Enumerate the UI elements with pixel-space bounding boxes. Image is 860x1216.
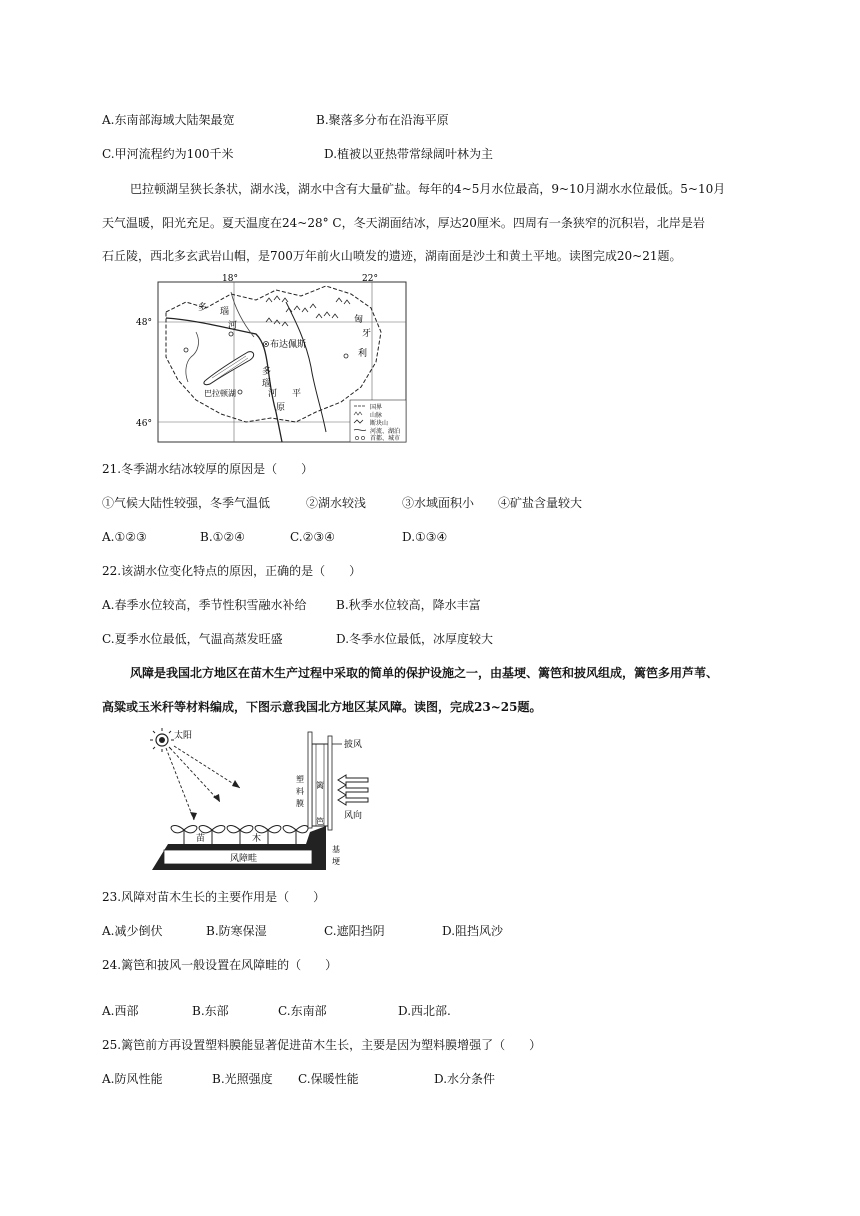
seedlings bbox=[171, 826, 308, 844]
q24-option-c: C.东南部 bbox=[278, 1004, 327, 1018]
passage2-line-2: 高粱或玉米秆等材料编成，下图示意我国北方地区某风障。读图，完成23~25题。 bbox=[102, 700, 542, 714]
lat-label-48: 48° bbox=[136, 318, 152, 328]
q22-option-a: A.春季水位较高，季节性积雪融水补给 bbox=[102, 598, 307, 612]
base-label-2: 埂 bbox=[332, 857, 340, 866]
q25-option-b: B.光照强度 bbox=[212, 1072, 273, 1086]
map-label-balaton: 巴拉顿湖 bbox=[204, 389, 236, 398]
hungary-map bbox=[136, 272, 412, 446]
q23-option-c: C.遮阳挡阴 bbox=[324, 924, 385, 938]
legend-mountain: 山脉 bbox=[370, 412, 383, 419]
q21-items: ①气候大陆性较强，冬季气温低 ②湖水较浅 ③水域面积小 ④矿盐含量较大 bbox=[102, 496, 583, 510]
map-label-budapest: 布达佩斯 bbox=[270, 340, 307, 350]
map-label: 瑙 bbox=[262, 379, 272, 389]
q20-option-c: C.甲河流程约为100千米 bbox=[102, 147, 234, 161]
q23-option-b: B.防寒保湿 bbox=[206, 924, 267, 938]
map-label: 多 bbox=[262, 367, 272, 377]
cape bbox=[328, 736, 332, 830]
sun-rays bbox=[166, 746, 240, 820]
legend-city: 首都、城市 bbox=[370, 435, 401, 442]
fence-label-2: 笆 bbox=[316, 817, 324, 826]
map-label: 瑙 bbox=[220, 307, 230, 317]
q21-option-b: B.①②④ bbox=[200, 530, 245, 544]
lon-label-22: 22° bbox=[362, 274, 378, 284]
q22-stem: 22.该湖水位变化特点的原因，正确的是（ ） bbox=[102, 564, 362, 578]
map-label: 原 bbox=[276, 403, 286, 413]
q24-option-d: D.西北部. bbox=[398, 1004, 451, 1018]
q24-option-b: B.东部 bbox=[192, 1004, 229, 1018]
legend-border: 国界 bbox=[370, 404, 383, 411]
q20-option-a: A.东南部海域大陆架最宽 bbox=[102, 113, 235, 127]
base-label-1: 基 bbox=[332, 845, 340, 854]
passage1-line-3: 石丘陵，西北多玄武岩山帽，是700万年前火山喷发的遗迹，湖南面是沙土和黄土平地。读图完成20~21题。 bbox=[102, 249, 682, 263]
q25-option-c: C.保暖性能 bbox=[298, 1072, 359, 1086]
fence-label-1: 篱 bbox=[316, 781, 324, 790]
map-label: 平 bbox=[292, 389, 302, 399]
passage1-line-1: 巴拉顿湖呈狭长条状，湖水浅，湖水中含有大量矿盐。每年的4~5月水位最高，9~10月湖水水位最低。5~10月 bbox=[130, 182, 726, 196]
passage1-line-2: 天气温暖，阳光充足。夏天温度在24~28° C，冬天湖面结冰，厚达20厘米。四周有一条狭窄的沉积岩，北岸是岩 bbox=[102, 216, 705, 230]
q23-option-a: A.减少倒伏 bbox=[102, 924, 163, 938]
q22-option-c: C.夏季水位最低，气温高蒸发旺盛 bbox=[102, 632, 283, 646]
wind-arrows bbox=[338, 775, 368, 805]
ridge-label: 风障畦 bbox=[230, 854, 258, 864]
q25-option-a: A.防风性能 bbox=[102, 1072, 163, 1086]
film-label-2: 料 bbox=[296, 787, 304, 796]
seedling-label-2: 木 bbox=[252, 834, 262, 844]
map-label: 牙 bbox=[362, 329, 372, 339]
q21-option-d: D.①③④ bbox=[402, 530, 448, 544]
q23-stem: 23.风障对苗木生长的主要作用是（ ） bbox=[102, 890, 326, 904]
q24-stem: 24.篱笆和披风一般设置在风障畦的（ ） bbox=[102, 958, 338, 972]
q21-option-c: C.②③④ bbox=[290, 530, 335, 544]
passage2-line-1: 风障是我国北方地区在苗木生产过程中采取的简单的保护设施之一，由基埂、篱笆和披风组成，篱笆多用芦苇、 bbox=[130, 666, 719, 680]
wind-label: 风向 bbox=[344, 811, 363, 821]
windbreak-diagram bbox=[146, 726, 384, 872]
q21-option-a: A.①②③ bbox=[102, 530, 147, 544]
q20-option-b: B.聚落多分布在沿海平原 bbox=[316, 113, 449, 127]
map-label: 河 bbox=[268, 389, 278, 399]
sun-label: 太阳 bbox=[174, 731, 193, 741]
plastic-film bbox=[308, 732, 312, 828]
map-label: 匈 bbox=[354, 315, 364, 325]
map-legend bbox=[350, 400, 406, 442]
lon-label-18: 18° bbox=[222, 274, 238, 284]
legend-fault: 断块山 bbox=[370, 420, 389, 427]
cape-label: 披风 bbox=[344, 740, 363, 750]
q24-option-a: A.西部 bbox=[102, 1004, 139, 1018]
film-label-1: 塑 bbox=[296, 775, 304, 784]
q25-option-d: D.水分条件 bbox=[434, 1072, 496, 1086]
lat-label-46: 46° bbox=[136, 419, 152, 429]
q25-stem: 25.篱笆前方再设置塑料膜能显著促进苗木生长，主要是因为塑料膜增强了（ ） bbox=[102, 1038, 542, 1052]
film-label-3: 膜 bbox=[296, 799, 304, 808]
q21-stem: 21.冬季湖水结冰较厚的原因是（ ） bbox=[102, 462, 314, 476]
q22-option-d: D.冬季水位最低，冰厚度较大 bbox=[336, 632, 494, 646]
map-label: 利 bbox=[358, 349, 368, 359]
q22-option-b: B.秋季水位较高，降水丰富 bbox=[336, 598, 481, 612]
map-label: 多 bbox=[198, 303, 208, 313]
q23-option-d: D.阻挡风沙 bbox=[442, 924, 504, 938]
q20-option-d: D.植被以亚热带常绿阔叶林为主 bbox=[324, 147, 494, 161]
map-label: 河 bbox=[228, 321, 238, 331]
legend-river: 河流、湖泊 bbox=[370, 428, 401, 435]
seedling-label-1: 苗 bbox=[196, 834, 206, 844]
